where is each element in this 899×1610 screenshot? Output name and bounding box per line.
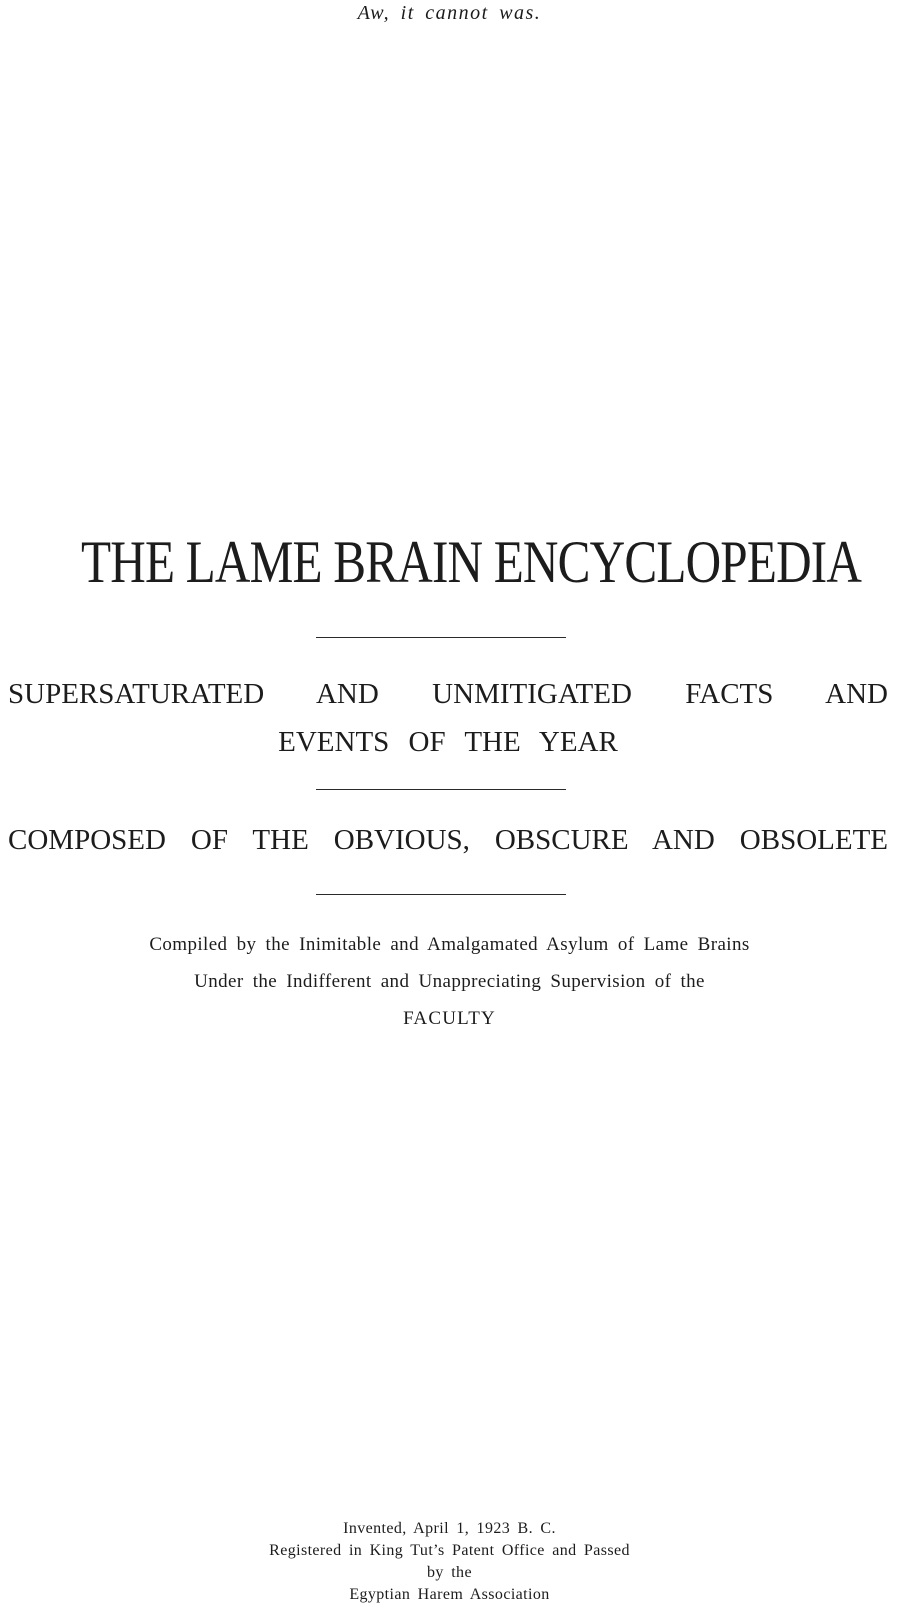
subtitle-line-2: EVENTS OF THE YEAR	[278, 726, 618, 758]
composed-heading: COMPOSED OF THE OBVIOUS, OBSCURE AND OBSOLETE	[8, 824, 888, 856]
compiled-line-1: Compiled by the Inimitable and Amalgamated Asylum of Lame Brains	[149, 934, 750, 955]
colophon-line-3: by the	[427, 1564, 472, 1581]
compiled-line-2: Under the Indifferent and Unappreciating Supervision of the	[194, 971, 705, 992]
subtitle-line-1: SUPERSATURATED AND UNMITIGATED FACTS AND	[8, 678, 888, 710]
divider-rule	[316, 789, 566, 790]
colophon-line-4: Egyptian Harem Association	[349, 1586, 550, 1603]
page-title: THE LAME BRAIN ENCYCLOPEDIA	[81, 529, 862, 595]
compiled-by-block	[0, 926, 899, 1037]
epigraph: Aw, it cannot was.	[357, 2, 542, 24]
subtitle	[8, 670, 888, 766]
colophon	[0, 1518, 899, 1606]
compiled-line-faculty: FACULTY	[403, 1008, 496, 1029]
divider-rule	[316, 637, 566, 638]
colophon-line-2: Registered in King Tut’s Patent Office and Passed	[269, 1542, 630, 1559]
colophon-line-1: Invented, April 1, 1923 B. C.	[343, 1520, 556, 1537]
divider-rule	[316, 894, 566, 895]
